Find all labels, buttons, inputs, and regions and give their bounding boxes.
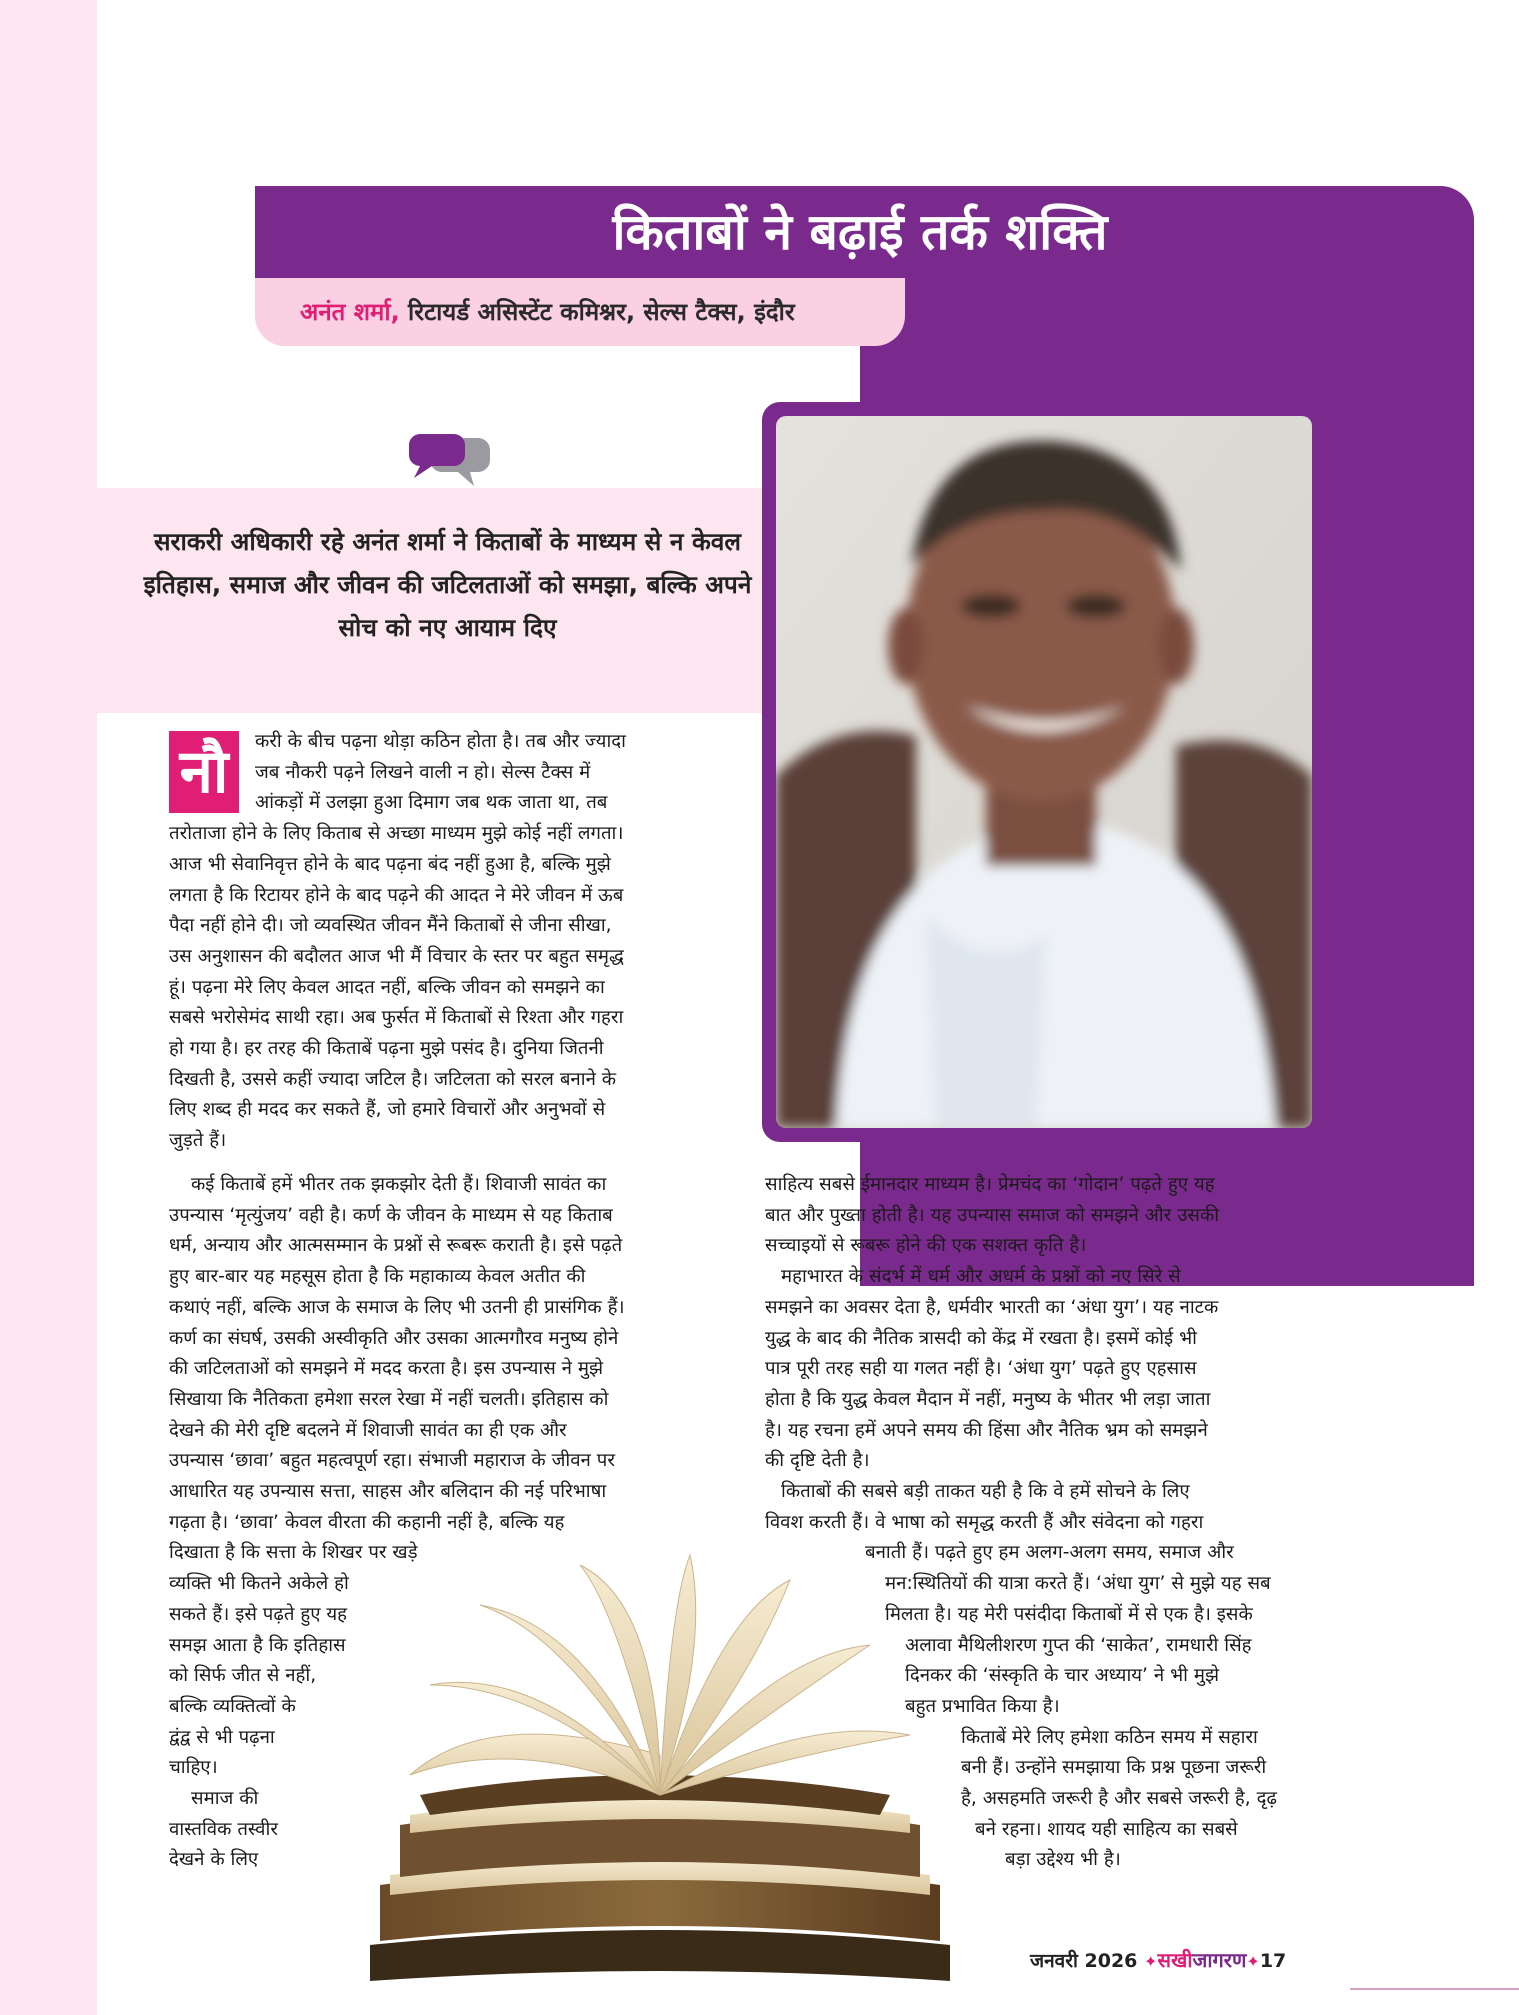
article-line: समझ आता है कि इतिहास bbox=[169, 1634, 346, 1656]
article-line: होता है कि युद्ध केवल मैदान में नहीं, मनुष्य के भीतर भी लड़ा जाता bbox=[765, 1388, 1211, 1410]
article-line: आंकड़ों में उलझा हुआ दिमाग जब थक जाता था, तब bbox=[255, 792, 608, 814]
article-line: व्यक्ति भी कितने अकेले हो bbox=[169, 1573, 349, 1595]
author-portrait bbox=[776, 416, 1312, 1128]
article-line: सिखाया कि नैतिकता हमेशा सरल रेखा में नहीं चलती। इतिहास को bbox=[169, 1388, 609, 1410]
brand-suffix: जागरण bbox=[1192, 1948, 1247, 1972]
article-line: समझने का अवसर देता है, धर्मवीर भारती का ‘अंधा युग’। यह नाटक bbox=[765, 1296, 1219, 1318]
article-line: किताबें मेरे लिए हमेशा कठिन समय में सहारा bbox=[961, 1726, 1258, 1748]
brand-prefix: सखी bbox=[1157, 1948, 1193, 1972]
article-line: अलावा मैथिलीशरण गुप्त की ‘साकेत’, रामधारी सिंह bbox=[905, 1634, 1252, 1656]
open-book-illustration bbox=[340, 1545, 980, 1985]
article-line: हुए बार-बार यह महसूस होता है कि महाकाव्य केवल अतीत की bbox=[169, 1266, 586, 1288]
article-line: मन:स्थितियों की यात्रा करते हैं। ‘अंधा युग’ से मुझे यह सब bbox=[885, 1573, 1271, 1595]
article-line: महाभारत के संदर्भ में धर्म और अधर्म के प्रश्नों को नए सिरे से bbox=[781, 1266, 1181, 1288]
article-line: युद्ध के बाद की नैतिक त्रासदी को केंद्र में रखता है। इसमें कोई भी bbox=[765, 1327, 1197, 1349]
article-line: कथाएं नहीं, बल्कि आज के समाज के लिए भी उतनी ही प्रासंगिक हैं। bbox=[169, 1296, 625, 1318]
article-line: करी के बीच पढ़ना थोड़ा कठिन होता है। तब और ज्यादा bbox=[255, 731, 626, 752]
article-line: कर्ण का संघर्ष, उसकी अस्वीकृति और उसका आत्मगौरव मनुष्य होने bbox=[169, 1327, 619, 1349]
article-line: साहित्य सबसे ईमानदार माध्यम है। प्रेमचंद का ‘गोदान’ पढ़ते हुए यह bbox=[765, 1174, 1215, 1195]
article-line: की दृष्टि देती है। bbox=[765, 1450, 870, 1472]
article-line: की जटिलताओं को समझने में मदद करता है। इस उपन्यास ने मुझे bbox=[169, 1358, 604, 1380]
star-icon: ✦ bbox=[1246, 1952, 1260, 1971]
article-line: जब नौकरी पढ़ने लिखने वाली न हो। सेल्स टैक्स में bbox=[255, 761, 591, 783]
article-line: कई किताबें हमें भीतर तक झकझोर देती हैं। शिवाजी सावंत का bbox=[191, 1174, 607, 1195]
magazine-brand bbox=[1157, 1948, 1246, 1972]
article-line: आधारित यह उपन्यास सत्ता, साहस और बलिदान की नई परिभाषा bbox=[169, 1481, 607, 1503]
article-line: बहुत प्रभावित किया है। bbox=[905, 1695, 1060, 1717]
article-line: है, असहमति जरूरी है और सबसे जरूरी है, दृढ़ bbox=[961, 1788, 1277, 1810]
article-line: चाहिए। bbox=[169, 1757, 218, 1779]
article-line: समाज की bbox=[191, 1788, 259, 1810]
article-line: धर्म, अन्याय और आत्मसम्मान के प्रश्नों से रूबरू कराती है। इसे पढ़ते bbox=[169, 1235, 623, 1257]
article-line: जुड़ते हैं। bbox=[169, 1130, 227, 1152]
article-line: उपन्यास ‘मृत्युंजय’ वही है। कर्ण के जीवन के माध्यम से यह किताब bbox=[169, 1204, 613, 1226]
article-line: दिनकर की ‘संस्कृति के चार अध्याय’ ने भी मुझे bbox=[905, 1665, 1220, 1687]
article-line: लगता है कि रिटायर होने के बाद पढ़ने की आदत ने मेरे जीवन में ऊब bbox=[169, 884, 624, 906]
article-line: है। यह रचना हमें अपने समय की हिंसा और नैतिक भ्रम को समझने bbox=[765, 1419, 1208, 1441]
article-line: सबसे भरोसेमंद साथी रहा। अब फुर्सत में किताबों से रिश्ता और गहरा bbox=[169, 1007, 624, 1029]
byline bbox=[300, 278, 900, 346]
article-line: उपन्यास ‘छावा’ बहुत महत्वपूर्ण रहा। संभाजी महाराज के जीवन पर bbox=[169, 1450, 615, 1472]
intro-text: सराकरी अधिकारी रहे अनंत शर्मा ने किताबों के माध्यम से न केवल इतिहास, समाज और जीवन की जटिलताओं को समझा, बल्कि अपने सोच को नए आयाम दिए bbox=[143, 527, 752, 642]
article-line: मिलता है। यह मेरी पसंदीदा किताबों में से एक है। इसके bbox=[885, 1603, 1253, 1625]
article-line: उस अनुशासन की बदौलत आज भी मैं विचार के स्तर पर बहुत समृद्ध bbox=[169, 945, 624, 967]
left-margin-strip bbox=[0, 0, 97, 2015]
article-line: हूं। पढ़ना मेरे लिए केवल आदत नहीं, बल्कि जीवन को समझने का bbox=[169, 976, 605, 998]
article-line: बात और पुख्ता होती है। यह उपन्यास समाज को समझने और उसकी bbox=[765, 1204, 1220, 1226]
article-line: पैदा नहीं होने दी। जो व्यवस्थित जीवन मैंने किताबों से जीना सीखा, bbox=[169, 915, 612, 937]
article-line: पात्र पूरी तरह सही या गलत नहीं है। ‘अंधा युग’ पढ़ते हुए एहसास bbox=[765, 1358, 1197, 1380]
article-line: बड़ा उद्देश्य भी है। bbox=[1005, 1849, 1121, 1871]
article-line: को सिर्फ जीत से नहीं, bbox=[169, 1665, 317, 1687]
article-line: विवश करती हैं। वे भाषा को समृद्ध करती हैं और संवेदना को गहरा bbox=[765, 1511, 1204, 1533]
speech-bubbles-icon bbox=[408, 432, 490, 490]
author-name: अनंत शर्मा, bbox=[300, 298, 400, 326]
article-line: बनाती हैं। पढ़ते हुए हम अलग-अलग समय, समाज और bbox=[865, 1542, 1234, 1564]
article-line: बनी हैं। उन्होंने समझाया कि प्रश्न पूछना जरूरी bbox=[961, 1757, 1267, 1779]
article-line: सकते हैं। इसे पढ़ते हुए यह bbox=[169, 1603, 348, 1625]
article-line: दिखाता है कि सत्ता के शिखर पर खड़े bbox=[169, 1542, 418, 1564]
article-line: तरोताजा होने के लिए किताब से अच्छा माध्यम मुझे कोई नहीं लगता। bbox=[169, 823, 624, 845]
article-title: किताबों ने बढ़ाई तर्क शक्ति bbox=[612, 203, 1108, 261]
article-line: देखने के लिए bbox=[169, 1849, 259, 1871]
page-number: 17 bbox=[1259, 1950, 1287, 1972]
article-line: किताबों की सबसे बड़ी ताकत यही है कि वे हमें सोचने के लिए bbox=[781, 1481, 1190, 1503]
footer-issue: जनवरी 2026 bbox=[1030, 1950, 1138, 1972]
article-line: हो गया है। हर तरह की किताबें पढ़ना मुझे पसंद है। दुनिया जितनी bbox=[169, 1038, 604, 1060]
drop-cap: नौ bbox=[169, 731, 239, 813]
article-line: बल्कि व्यक्तित्वों के bbox=[169, 1695, 296, 1717]
star-icon: ✦ bbox=[1144, 1952, 1158, 1971]
article-line: वास्तविक तस्वीर bbox=[169, 1818, 278, 1840]
article-line: सच्चाइयों से रूबरू होने की एक सशक्त कृति है। bbox=[765, 1235, 1087, 1257]
article-line: गढ़ता है। ‘छावा’ केवल वीरता की कहानी नहीं है, बल्कि यह bbox=[169, 1511, 565, 1533]
article-line: दिखती है, उससे कहीं ज्यादा जटिल है। जटिलता को सरल बनाने के bbox=[169, 1068, 617, 1090]
article-line: लिए शब्द ही मदद कर सकते हैं, जो हमारे विचारों और अनुभवों से bbox=[169, 1099, 606, 1121]
page-footer bbox=[1030, 1946, 1286, 1973]
article-line: बने रहना। शायद यही साहित्य का सबसे bbox=[975, 1818, 1238, 1840]
author-designation: रिटायर्ड असिस्टेंट कमिश्नर, सेल्स टैक्स, इंदौर bbox=[399, 298, 795, 326]
article-line: द्वंद्व से भी पढ़ना bbox=[169, 1726, 275, 1748]
footer-rule bbox=[1350, 1988, 1519, 1990]
article-column-left-top bbox=[169, 727, 746, 1157]
article-line: आज भी सेवानिवृत्त होने के बाद पढ़ना बंद नहीं हुआ है, बल्कि मुझे bbox=[169, 853, 611, 875]
article-line: देखने की मेरी दृष्टि बदलने में शिवाजी सावंत का ही एक और bbox=[169, 1419, 567, 1441]
